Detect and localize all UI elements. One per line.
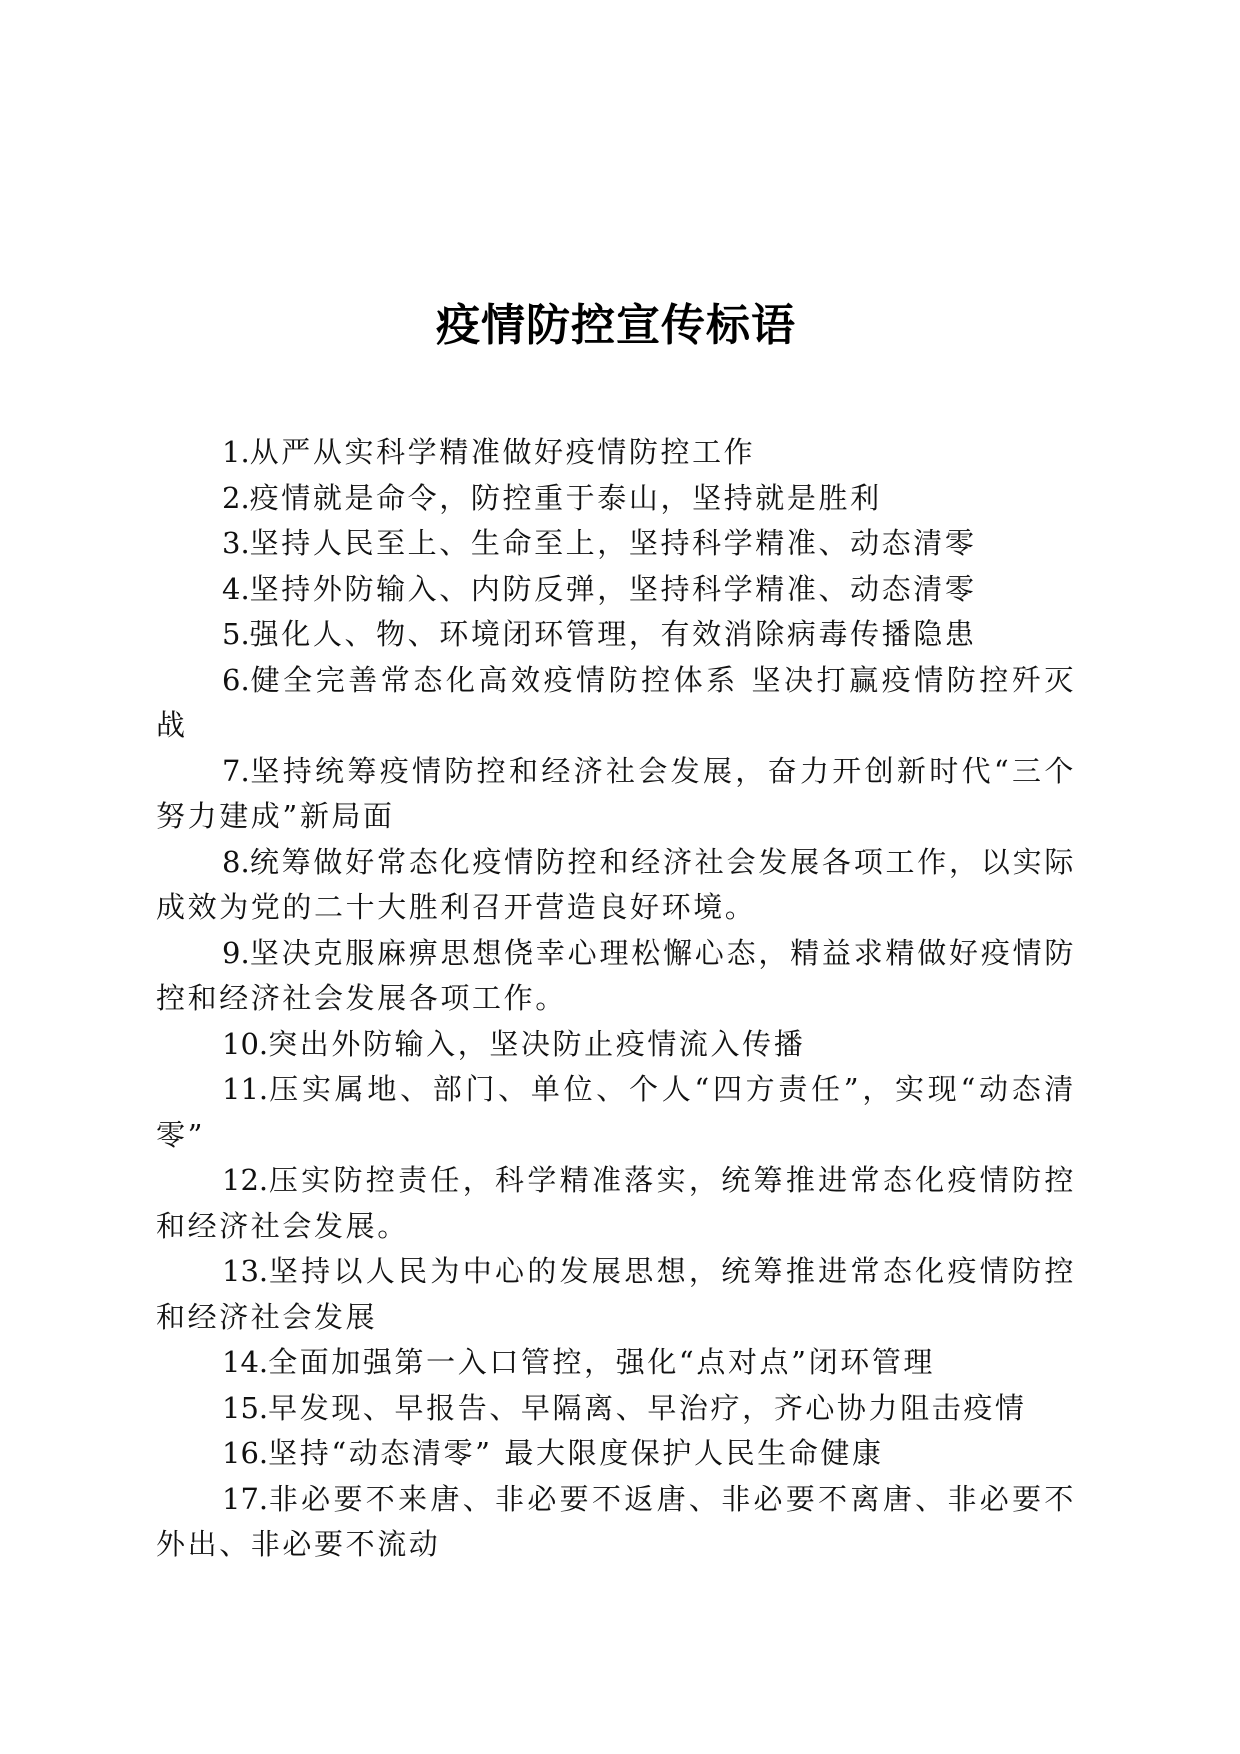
slogan-item <box>156 476 1076 522</box>
document-page <box>156 296 1076 1568</box>
slogan-item <box>156 1477 1076 1568</box>
slogan-list <box>156 430 1076 1568</box>
slogan-number: 10. <box>222 1026 269 1061</box>
slogan-item <box>156 1431 1076 1477</box>
slogan-text: 强化人、物、环境闭环管理，有效消除病毒传播隐患 <box>249 617 977 651</box>
slogan-item <box>156 430 1076 476</box>
slogan-text: 统筹做好常态化疫情防控和经济社会发展各项工作，以实际成效为党的二十大胜利召开营造良好环境。 <box>156 844 1076 924</box>
slogan-item <box>156 749 1076 840</box>
slogan-item <box>156 931 1076 1022</box>
slogan-number: 13. <box>222 1254 269 1288</box>
slogan-number: 14. <box>222 1345 269 1379</box>
slogan-text: 压实属地、部门、单位、个人“四方责任”，实现“动态清零” <box>156 1072 1076 1152</box>
slogan-item <box>156 658 1076 749</box>
slogan-number: 1. <box>222 435 250 469</box>
slogan-number: 9. <box>222 935 250 970</box>
slogan-item <box>156 521 1076 567</box>
slogan-item <box>156 1340 1076 1386</box>
slogan-text: 健全完善常态化高效疫情防控体系 坚决打赢疫情防控歼灭战 <box>156 662 1076 742</box>
slogan-item <box>156 1022 1076 1068</box>
slogan-item <box>156 1158 1076 1249</box>
slogan-number: 3. <box>222 526 250 560</box>
slogan-text: 坚持以人民为中心的发展思想，统筹推进常态化疫情防控和经济社会发展 <box>156 1254 1076 1334</box>
slogan-number: 7. <box>222 753 250 788</box>
slogan-item <box>156 567 1076 613</box>
slogan-number: 15. <box>222 1390 269 1425</box>
slogan-text: 坚持人民至上、生命至上，坚持科学精准、动态清零 <box>249 526 977 560</box>
slogan-text: 坚决克服麻痹思想侥幸心理松懈心态，精益求精做好疫情防控和经济社会发展各项工作。 <box>156 935 1076 1015</box>
slogan-item <box>156 1386 1076 1432</box>
slogan-text: 坚持外防输入、内防反弹，坚持科学精准、动态清零 <box>249 571 977 606</box>
slogan-text: 非必要不来唐、非必要不返唐、非必要不离唐、非必要不外出、非必要不流动 <box>156 1481 1076 1561</box>
slogan-number: 5. <box>222 617 250 651</box>
slogan-number: 8. <box>222 844 250 879</box>
slogan-number: 16. <box>222 1436 269 1470</box>
slogan-item <box>156 840 1076 931</box>
slogan-text: 坚持“动态清零” 最大限度保护人民生命健康 <box>268 1436 884 1470</box>
slogan-number: 17. <box>222 1481 269 1516</box>
slogan-number: 6. <box>222 662 250 697</box>
slogan-item <box>156 612 1076 658</box>
slogan-text: 从严从实科学精准做好疫情防控工作 <box>249 435 756 469</box>
slogan-item <box>156 1249 1076 1340</box>
slogan-number: 4. <box>222 571 250 606</box>
slogan-text: 压实防控责任，科学精准落实，统筹推进常态化疫情防控和经济社会发展。 <box>156 1163 1076 1243</box>
slogan-item <box>156 1067 1076 1158</box>
slogan-number: 12. <box>222 1163 269 1197</box>
slogan-text: 突出外防输入，坚决防止疫情流入传播 <box>268 1026 806 1061</box>
slogan-text: 坚持统筹疫情防控和经济社会发展，奋力开创新时代“三个努力建成”新局面 <box>156 753 1076 833</box>
slogan-number: 2. <box>222 480 250 515</box>
slogan-text: 疫情就是命令，防控重于泰山，坚持就是胜利 <box>249 480 882 515</box>
slogan-number: 11. <box>222 1072 269 1106</box>
document-title: 疫情防控宣传标语 <box>436 300 796 351</box>
slogan-text: 全面加强第一入口管控，强化“点对点”闭环管理 <box>268 1345 935 1379</box>
slogan-text: 早发现、早报告、早隔离、早治疗，齐心协力阻击疫情 <box>268 1390 1027 1425</box>
